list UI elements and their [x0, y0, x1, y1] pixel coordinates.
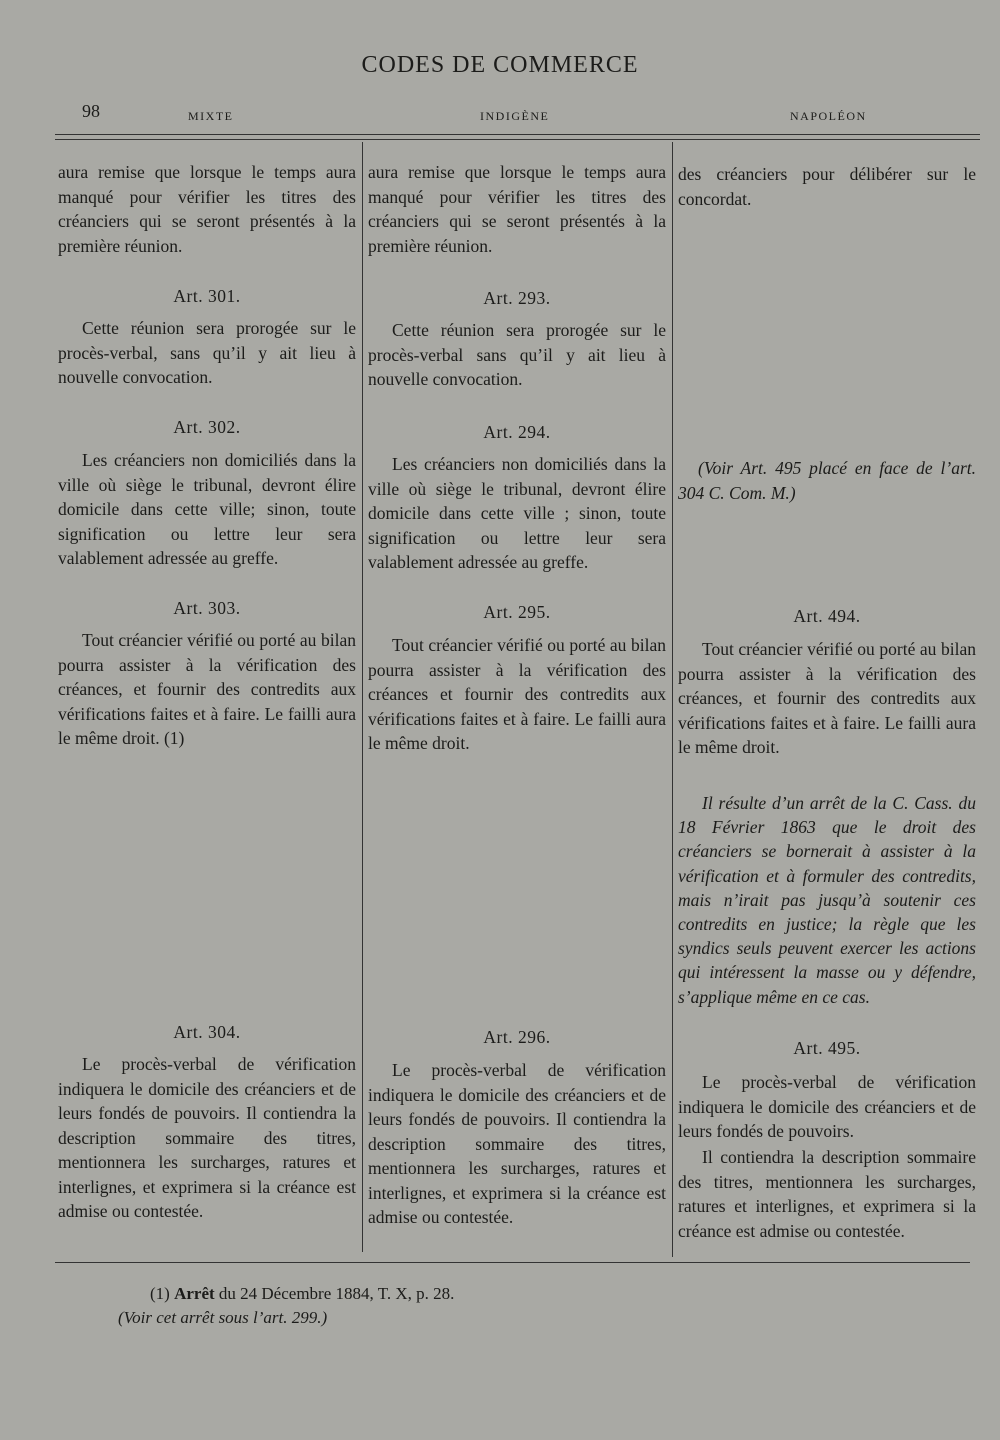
column-heading-mixte: MIXTE: [188, 109, 234, 123]
article-heading: Art. 301.: [173, 286, 241, 306]
footnote-bold: Arrêt: [174, 1284, 215, 1303]
article-text: Le procès-verbal de vérification indiquera le domicile des créanciers et de leurs fondés de pouvoirs. Il contiendra la description sommaire des titres, mentionnera les surcharges, ratures et interlignes, et exprimera si la créance est admise ou contestée.: [368, 1060, 666, 1227]
page-number: 98: [82, 101, 100, 121]
article-text: Tout créancier vérifié ou porté au bilan pourra assister à la vérification des créances, et fournir des contredits aux vérifications faites et à faire. Le failli aura le même droit. (1): [58, 630, 356, 748]
article-text: Le procès-verbal de vérification indiquera le domicile des créanciers et de leurs fondés de pouvoirs. Il contiendra la description sommaire des titres, mentionnera les surcharges, ratures et interlignes, et exprimera si la créance est admise ou contestée.: [58, 1054, 356, 1221]
footnote-reference: (Voir cet arrêt sous l’art. 299.): [118, 1308, 328, 1327]
column-mixte-continuation: aura remise que lorsque le temps aura manqué pour vérifier les titres des créanciers qui se seront présentés à la première réunion.: [58, 162, 356, 256]
article-heading: Art. 495.: [793, 1038, 861, 1058]
footnote-rule: [55, 1262, 970, 1263]
article-heading: Art. 302.: [173, 417, 241, 437]
article-text: Le procès-verbal de vérification indiquera le domicile des créanciers et de leurs fondés de pouvoirs.: [678, 1072, 976, 1141]
article-text: Les créanciers non domiciliés dans la ville où siège le tribunal, devront élire domicile dans cette ville ; sinon, toute signification ou lettre leur sera valablement adressée au greffe.: [368, 454, 666, 572]
article-heading: Art. 296.: [483, 1027, 551, 1047]
column-indigene-continuation: aura remise que lorsque le temps aura manqué pour vérifier les titres des créanciers qui se seront présentés à la première réunion.: [368, 162, 666, 256]
article-text: Les créanciers non domiciliés dans la ville où siège le tribunal, devront élire domicile dans cette ville; sinon, toute signification ou lettre leur sera valablement adressée au greffe.: [58, 450, 356, 568]
cross-reference-note: (Voir Art. 495 placé en face de l’art. 304 C. Com. M.): [678, 458, 976, 503]
article-text: Cette réunion sera prorogée sur le procès-verbal sans qu’il y ait lieu à nouvelle convocation.: [368, 320, 666, 389]
article-heading: Art. 294.: [483, 422, 551, 442]
column-napoleon-continuation: des créanciers pour délibérer sur le concordat.: [678, 164, 976, 209]
article-heading: Art. 494.: [793, 606, 861, 626]
column-heading-napoleon: NAPOLÉON: [790, 109, 867, 123]
footnote-marker: (1): [150, 1284, 170, 1303]
jurisprudence-note: Il résulte d’un arrêt de la C. Cass. du 18 Février 1863 que le droit des créanciers se bornerait à assister à la vérification et à formuler des contredits, mais n’irait pas jusqu’à soutenir ces contredits en justice; la règle que les syndics seuls peuvent exercer les actions qui intéressent la masse ou y défendre, s’applique même en ce cas.: [678, 793, 976, 1007]
footnote-text: du 24 Décembre 1884, T. X, p. 28.: [218, 1284, 455, 1303]
page-title: CODES DE COMMERCE: [361, 52, 639, 78]
article-text: Il contiendra la description sommaire des titres, mentionnera les surcharges, ratures et interlignes, et exprimera si la créance est admise ou contestée.: [678, 1147, 976, 1241]
header-rule-secondary: [55, 139, 980, 140]
article-text: Tout créancier vérifié ou porté au bilan pourra assister à la vérification des créances, et fournir des contredits aux vérifications faites et à faire. Le failli aura le même droit.: [678, 639, 976, 757]
article-heading: Art. 304.: [173, 1022, 241, 1042]
article-heading: Art. 293.: [483, 288, 551, 308]
footnote: [150, 1284, 454, 1304]
column-heading-indigene: INDIGÈNE: [480, 109, 550, 123]
header-rule: [55, 134, 980, 135]
article-text: Tout créancier vérifié ou porté au bilan pourra assister à la vérification des créances et fournir des contredits aux vérifications faites et à faire. Le failli aura le même droit.: [368, 635, 666, 753]
article-text: Cette réunion sera prorogée sur le procès-verbal, sans qu’il y ait lieu à nouvelle convocation.: [58, 318, 356, 387]
article-heading: Art. 295.: [483, 602, 551, 622]
column-divider: [672, 142, 673, 1257]
column-divider: [362, 142, 363, 1252]
article-heading: Art. 303.: [173, 598, 241, 618]
